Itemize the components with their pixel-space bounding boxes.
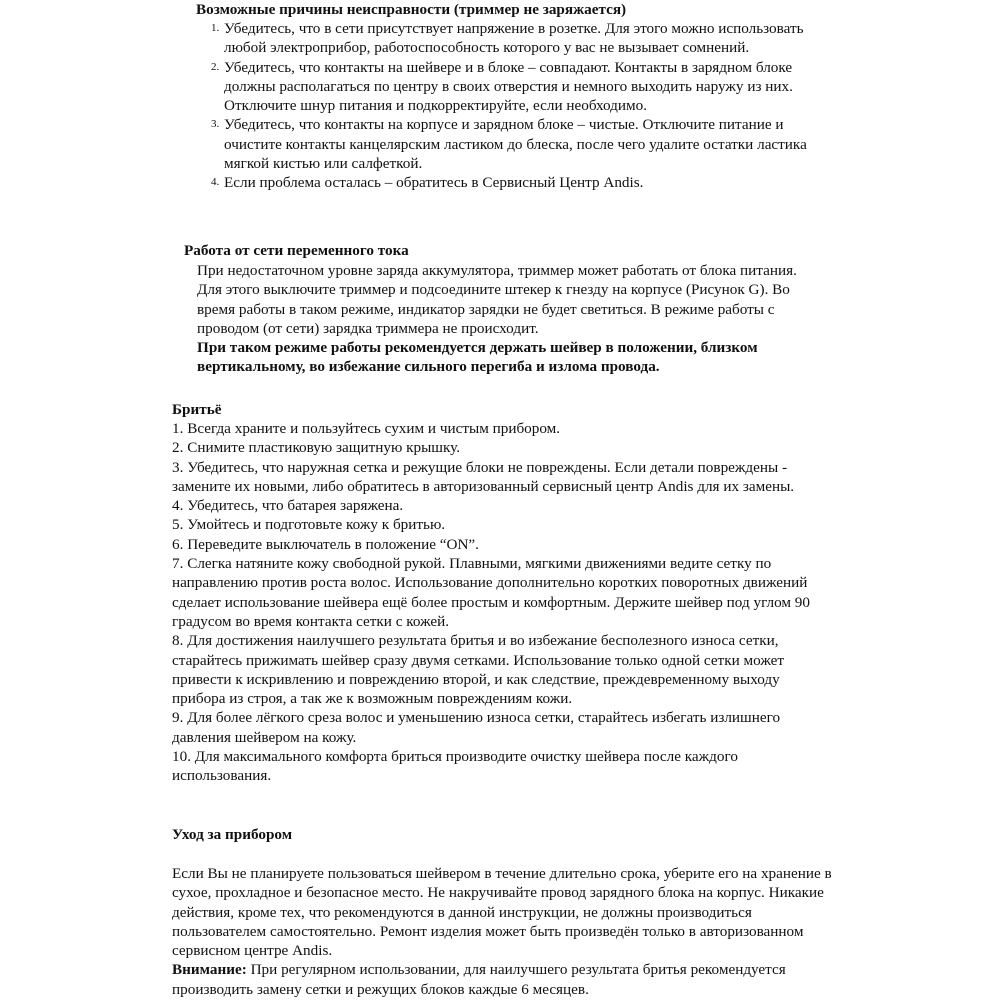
list-item <box>211 19 824 58</box>
list-item <box>211 58 824 116</box>
list-item-text: Убедитесь, что контакты на шейвере и в блоке – совпадают. Контакты в зарядном блоке должны располагаться по центру в своих отверстия и немного выходить наружу из них. Отключите шнур питания и подкорректируйте, если необходимо. <box>224 58 793 115</box>
ac-section-title: Работа от сети переменного тока <box>184 242 409 259</box>
shaving-list <box>172 419 832 786</box>
list-item: 4. Убедитесь, что батарея заряжена. <box>172 497 404 515</box>
list-item-number: 3. <box>211 118 220 131</box>
ac-section-body <box>197 261 817 377</box>
fault-section-title: Возможные причины неисправности (триммер не заряжается) <box>196 1 627 18</box>
list-item <box>211 115 824 173</box>
list-item: 1. Всегда храните и пользуйтесь сухим и чистым прибором. <box>172 420 561 437</box>
list-item: 8. Для достижения наилучшего результата бритья и во избежание бесполезного износа сетки, старайтесь прижимать шейвер сразу двумя сетками. Использование только одной сетки может привести к искривлению и повреждению второй, и как следствие, преждевременному выходу прибора из строя, а так же к возможным повреждениям кожи. <box>172 632 784 708</box>
fault-list <box>211 19 824 193</box>
care-section-title: Уход за прибором <box>172 826 293 843</box>
list-item-number: 4. <box>211 176 220 189</box>
list-item-number: 1. <box>211 22 220 34</box>
list-item: 10. Для максимального комфорта бриться производите очистку шейвера после каждого использования. <box>172 748 738 785</box>
list-item: 3. Убедитесь, что наружная сетка и режущие блоки не повреждены. Если детали повреждены - замените их новыми, либо обратитесь в авторизованный сервисный центр Andis для их замены. <box>172 458 795 495</box>
list-item: 6. Переведите выключатель в положение “ON”. <box>172 535 479 553</box>
ac-bold-note: При таком режиме работы рекомендуется держать шейвер в положении, близком вертикальному, во избежание сильного перегиба и излома провода. <box>197 339 758 376</box>
care-section-body <box>172 864 837 999</box>
warning-label: Внимание: <box>172 961 247 979</box>
care-warning <box>172 960 837 999</box>
ac-paragraph: При недостаточном уровне заряда аккумулятора, триммер может работать от блока питания. Для этого выключите триммер и подсоедините штекер к гнезду на корпусе (Рисунок G). Во время работы в таком режиме, индикатор зарядки не будет светиться. В режиме работы с проводом (от сети) зарядка триммера не происходит. <box>197 262 797 337</box>
list-item-number: 2. <box>211 60 220 73</box>
list-item-text: Убедитесь, что контакты на корпусе и зарядном блоке – чистые. Отключите питание и очистите контакты канцелярским ластиком до блеска, после чего удалите остатки ластика мягкой кистью или салфеткой. <box>224 116 807 173</box>
care-paragraph: Если Вы не планируете пользоваться шейвером в течение длительно срока, уберите его на хранение в сухое, прохладное и безопасное место. Не накручивайте провод зарядного блока на корпус. Никакие действия, кроме тех, что рекомендуются в данной инструкции, не должны производиться пользователем самостоятельно. Ремонт изделия может быть произведён только в авторизованном сервисном центре Andis. <box>172 865 832 960</box>
list-item: 7. Слегка натяните кожу свободной рукой. Плавными, мягкими движениями ведите сетку по направлению против роста волос. Использование дополнительно коротких поворотных движений сделает использование шейвера ещё более простым и комфортным. Держите шейвер под углом 90 градусом во время контакта сетки с кожей. <box>172 555 810 630</box>
list-item: 9. Для более лёгкого среза волос и уменьшению износа сетки, старайтесь избегать излишнего давления шейвером на кожу. <box>172 709 781 746</box>
list-item <box>211 173 824 192</box>
list-item: 5. Умойтесь и подготовьте кожу к бритью. <box>172 516 446 534</box>
list-item-text: Если проблема осталась – обратитесь в Сервисный Центр Andis. <box>224 174 644 192</box>
warning-text: При регулярном использовании, для наилучшего результата бритья рекомендуется производить замену сетки и режущих блоков каждые 6 месяцев. <box>172 961 786 998</box>
list-item-text: Убедитесь, что в сети присутствует напряжение в розетке. Для этого можно использовать любой электроприбор, работоспособность которого у вас не вызывает сомнений. <box>224 20 804 57</box>
list-item: 2. Снимите пластиковую защитную крышку. <box>172 439 460 457</box>
shaving-section-title: Бритьё <box>172 401 222 418</box>
